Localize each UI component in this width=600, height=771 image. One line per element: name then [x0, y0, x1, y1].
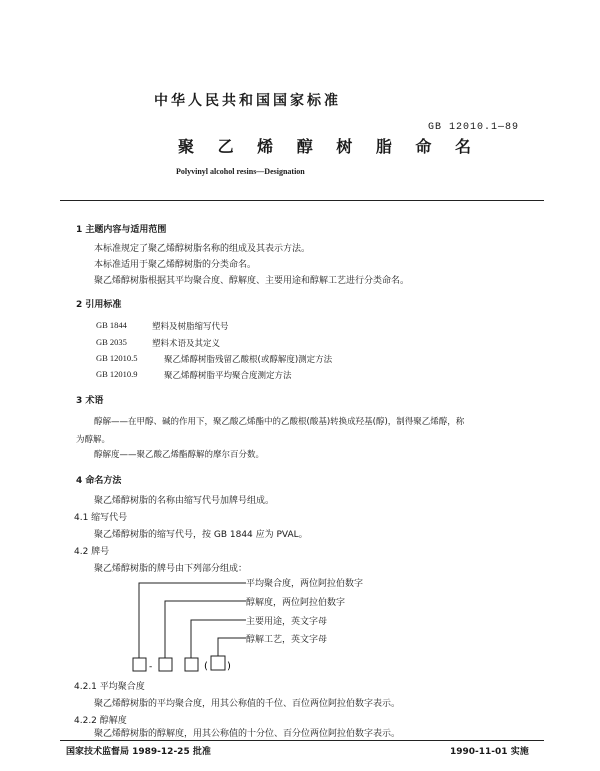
section-4-2-heading: 4.2 牌号	[74, 547, 110, 557]
section-4-1-text: 聚乙烯醇树脂的缩写代号，按 GB 1844 应为 PVAL。	[94, 530, 308, 540]
ref-code-3: GB 12010.5	[96, 353, 138, 363]
section-1-line-1: 本标准规定了聚乙烯醇树脂名称的组成及其表示方法。	[94, 244, 311, 254]
diagram-label-alcoholysis: 醇解度，两位阿拉伯数字	[246, 598, 346, 608]
standard-number: GB 12010.1—89	[428, 122, 520, 133]
box-degree-of-alcoholysis	[159, 658, 172, 671]
ref-code-1: GB 1844	[96, 320, 127, 330]
diagram-dash: -	[149, 662, 153, 672]
ref-code-4: GB 12010.9	[96, 369, 138, 379]
section-4-2-1-heading: 4.2.1 平均聚合度	[74, 682, 145, 692]
term-degree-of-alcoholysis: 醇解度——聚乙酸乙烯酯醇解的摩尔百分数。	[94, 450, 265, 460]
box-main-use	[185, 658, 198, 671]
section-1-line-2: 本标准适用于聚乙烯醇树脂的分类命名。	[94, 260, 257, 270]
diagram-paren-open: (	[204, 661, 208, 672]
ref-title-2: 塑料术语及其定义	[152, 339, 221, 349]
national-standard-heading: 中华人民共和国国家标准	[154, 93, 341, 109]
document-subtitle: Polyvinyl alcohol resins—Designation	[176, 167, 305, 176]
document-title: 聚 乙 烯 醇 树 脂 命 名	[178, 137, 480, 156]
term-alcoholysis-line-2: 为醇解。	[76, 435, 111, 445]
section-4-heading: 4 命名方法	[76, 476, 122, 486]
approval-line: 国家技术监督局 1989-12-25 批准	[66, 747, 211, 757]
box-degree-of-polymerization	[133, 658, 146, 671]
section-4-2-1-text: 聚乙烯醇树脂的平均聚合度，用其公称值的千位、百位两位阿拉伯数字表示。	[94, 699, 401, 709]
implementation-date: 1990-11-01 实施	[450, 747, 529, 757]
section-3-heading: 3 术语	[76, 396, 104, 406]
ref-title-3: 聚乙烯醇树脂残留乙酸根(或醇解度)测定方法	[164, 355, 333, 365]
term-alcoholysis-line-1: 醇解——在甲醇、碱的作用下，聚乙酸乙烯酯中的乙酸根(酸基)转换成羟基(醇)，制得聚乙烯醇，称	[94, 417, 465, 427]
ref-title-1: 塑料及树脂缩写代号	[152, 322, 229, 332]
diagram-label-main-use: 主要用途，英文字母	[246, 617, 328, 627]
diagram-label-polymerization: 平均聚合度，两位阿拉伯数字	[246, 579, 364, 589]
box-alcoholysis-process	[211, 656, 225, 670]
section-4-intro: 聚乙烯醇树脂的名称由缩写代号加牌号组成。	[94, 496, 275, 506]
ref-code-2: GB 2035	[96, 337, 127, 347]
section-1-line-3: 聚乙烯醇树脂根据其平均聚合度、醇解度、主要用途和醇解工艺进行分类命名。	[94, 276, 410, 286]
section-2-heading: 2 引用标准	[76, 300, 122, 310]
footer-rule	[60, 740, 544, 741]
section-4-2-text: 聚乙烯醇树脂的牌号由下列部分组成：	[94, 564, 248, 574]
section-4-1-heading: 4.1 缩写代号	[74, 513, 128, 523]
diagram-label-process: 醇解工艺，英文字母	[246, 635, 328, 645]
section-4-2-2-heading: 4.2.2 醇解度	[74, 716, 127, 726]
section-4-2-2-text: 聚乙烯醇树脂的醇解度，用其公称值的十分位、百分位两位阿拉伯数字表示。	[94, 729, 401, 739]
leader-line-4	[218, 638, 246, 656]
diagram-paren-close: )	[227, 661, 231, 672]
leader-line-2	[165, 601, 246, 658]
ref-title-4: 聚乙烯醇树脂平均聚合度测定方法	[164, 371, 292, 381]
section-1-heading: 1 主题内容与适用范围	[76, 225, 167, 235]
